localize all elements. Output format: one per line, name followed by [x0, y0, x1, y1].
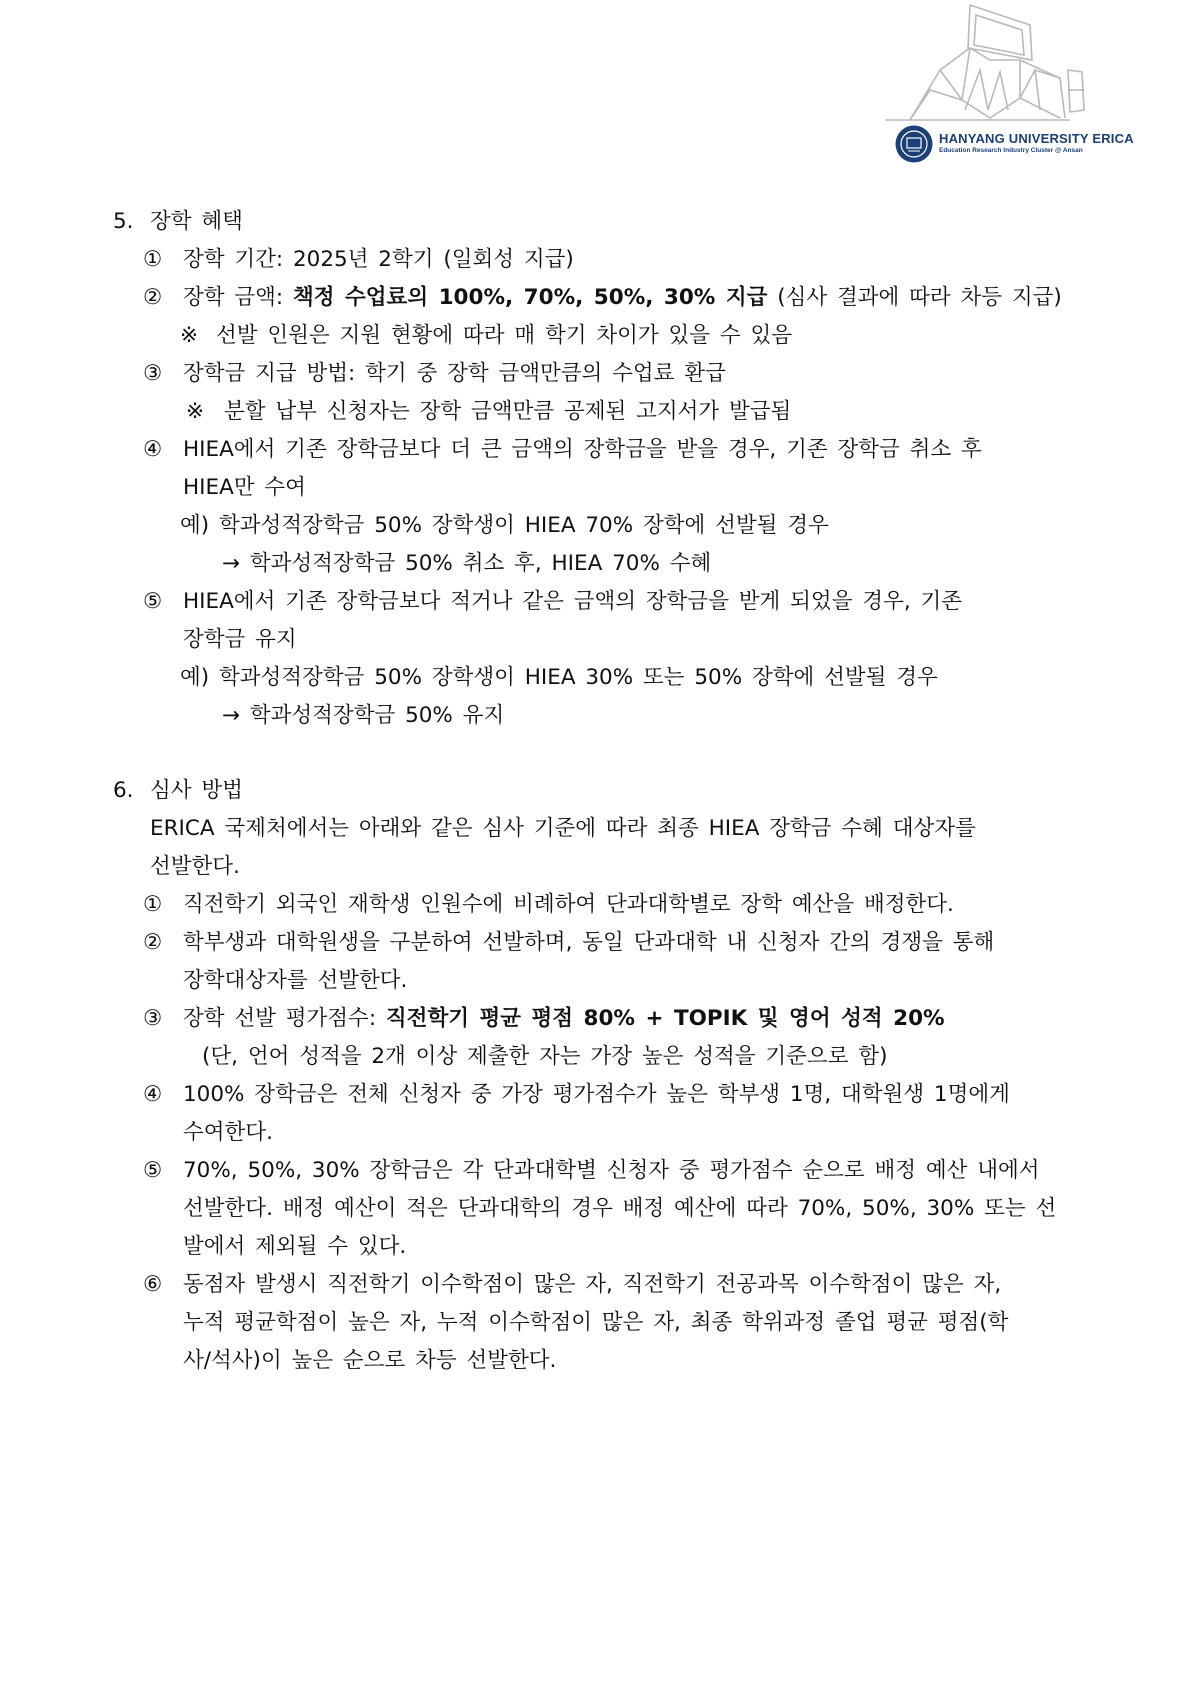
s6-item4-marker: ④ — [143, 1082, 163, 1107]
section-6-title: 심사 방법 — [150, 778, 243, 803]
s5-item5-example-line1: 예) 학과성적장학금 50% 장학생이 HIEA 30% 또는 50% 장학에 선발될 경우 — [180, 665, 938, 690]
s5-item5-marker: ⑤ — [143, 589, 163, 614]
university-name: HANYANG UNIVERSITY ERICA — [939, 131, 1134, 146]
s5-item3-note-marker: ※ — [186, 399, 205, 424]
s6-intro-line2: 선발한다. — [150, 854, 240, 879]
s5-item1-text: 장학 기간: 2025년 2학기 (일회성 지급) — [183, 247, 574, 272]
university-emblem-icon — [894, 124, 934, 164]
s5-item3-marker: ③ — [143, 361, 163, 386]
s5-item4-line2: HIEA만 수여 — [183, 475, 306, 500]
s6-item2-marker: ② — [143, 930, 163, 955]
s5-item2-bold: 책정 수업료의 100%, 70%, 50%, 30% 지급 — [293, 285, 768, 310]
s6-item3-text — [183, 1004, 945, 1034]
s6-item3-marker: ③ — [143, 1006, 163, 1031]
s6-item6-line3: 사/석사)이 높은 순으로 차등 선발한다. — [183, 1348, 557, 1373]
s6-item3-bold: 직전학기 평균 평점 80% + TOPIK 및 영어 성적 20% — [385, 1006, 945, 1031]
s6-item4-line2: 수여한다. — [183, 1120, 273, 1145]
cluster-name: Education Research Industry Cluster @ Ansan — [939, 147, 1083, 154]
s5-item2-text — [183, 283, 1062, 313]
s6-item5-line2: 선발한다. 배정 예산이 적은 단과대학의 경우 배정 예산에 따라 70%, 50%, 30% 또는 선 — [183, 1196, 1057, 1221]
s6-item6-line2: 누적 평균학점이 높은 자, 누적 이수학점이 많은 자, 최종 학위과정 졸업 평균 평점(학 — [183, 1310, 1009, 1335]
s5-item2-marker: ② — [143, 285, 163, 310]
s6-item2-line2: 장학대상자를 선발한다. — [183, 968, 408, 993]
section-5-title: 장학 혜택 — [150, 209, 243, 234]
s5-item4-example-line2: → 학과성적장학금 50% 취소 후, HIEA 70% 수혜 — [222, 551, 712, 576]
s5-item3-text: 장학금 지급 방법: 학기 중 장학 금액만큼의 수업료 환급 — [183, 361, 726, 386]
s5-item2-pre: 장학 금액: — [183, 285, 293, 310]
s5-item4-line1: HIEA에서 기존 장학금보다 더 큰 금액의 장학금을 받을 경우, 기존 장학금 취소 후 — [183, 437, 982, 462]
s6-item5-line3: 발에서 제외될 수 있다. — [183, 1234, 407, 1259]
s5-item2-post: (심사 결과에 따라 차등 지급) — [767, 285, 1062, 310]
s6-item6-marker: ⑥ — [143, 1272, 163, 1297]
s6-item4-line1: 100% 장학금은 전체 신청자 중 가장 평가점수가 높은 학부생 1명, 대학원생 1명에게 — [183, 1082, 1010, 1107]
s5-item5-line1: HIEA에서 기존 장학금보다 적거나 같은 금액의 장학금을 받게 되었을 경우, 기존 — [183, 589, 963, 614]
s5-item4-marker: ④ — [143, 437, 163, 462]
s6-item3-pre: 장학 선발 평가점수: — [183, 1006, 386, 1031]
s5-item5-example-line2: → 학과성적장학금 50% 유지 — [222, 703, 505, 728]
s5-item2-note-marker: ※ — [180, 323, 199, 348]
s5-item4-example-line1: 예) 학과성적장학금 50% 장학생이 HIEA 70% 장학에 선발될 경우 — [180, 513, 829, 538]
s5-item2-note-text: 선발 인원은 지원 현황에 따라 매 학기 차이가 있을 수 있음 — [216, 323, 793, 348]
s6-intro-line1: ERICA 국제처에서는 아래와 같은 심사 기준에 따라 최종 HIEA 장학금 수혜 대상자를 — [150, 816, 976, 841]
s6-item2-line1: 학부생과 대학원생을 구분하여 선발하며, 동일 단과대학 내 신청자 간의 경쟁을 통해 — [183, 930, 995, 955]
section-6-number: 6. — [113, 778, 134, 803]
s5-item3-note-text: 분할 납부 신청자는 장학 금액만큼 공제된 고지서가 발급됨 — [224, 399, 792, 424]
s6-item1-marker: ① — [143, 892, 163, 917]
building-line-art-icon — [870, 0, 1090, 130]
s6-item3-note: (단, 언어 성적을 2개 이상 제출한 자는 가장 높은 성적을 기준으로 함) — [202, 1044, 888, 1069]
s5-item1-marker: ① — [143, 247, 163, 272]
section-5-number: 5. — [113, 209, 134, 234]
s5-item5-line2: 장학금 유지 — [183, 627, 297, 652]
s6-item5-marker: ⑤ — [143, 1158, 163, 1183]
s6-item6-line1: 동점자 발생시 직전학기 이수학점이 많은 자, 직전학기 전공과목 이수학점이 많은 자, — [183, 1272, 1002, 1297]
hanyang-erica-logo — [870, 0, 1134, 162]
s6-item1-text: 직전학기 외국인 재학생 인원수에 비례하여 단과대학별로 장학 예산을 배정한다. — [183, 892, 954, 917]
s6-item5-line1: 70%, 50%, 30% 장학금은 각 단과대학별 신청자 중 평가점수 순으로 배정 예산 내에서 — [183, 1158, 1040, 1183]
